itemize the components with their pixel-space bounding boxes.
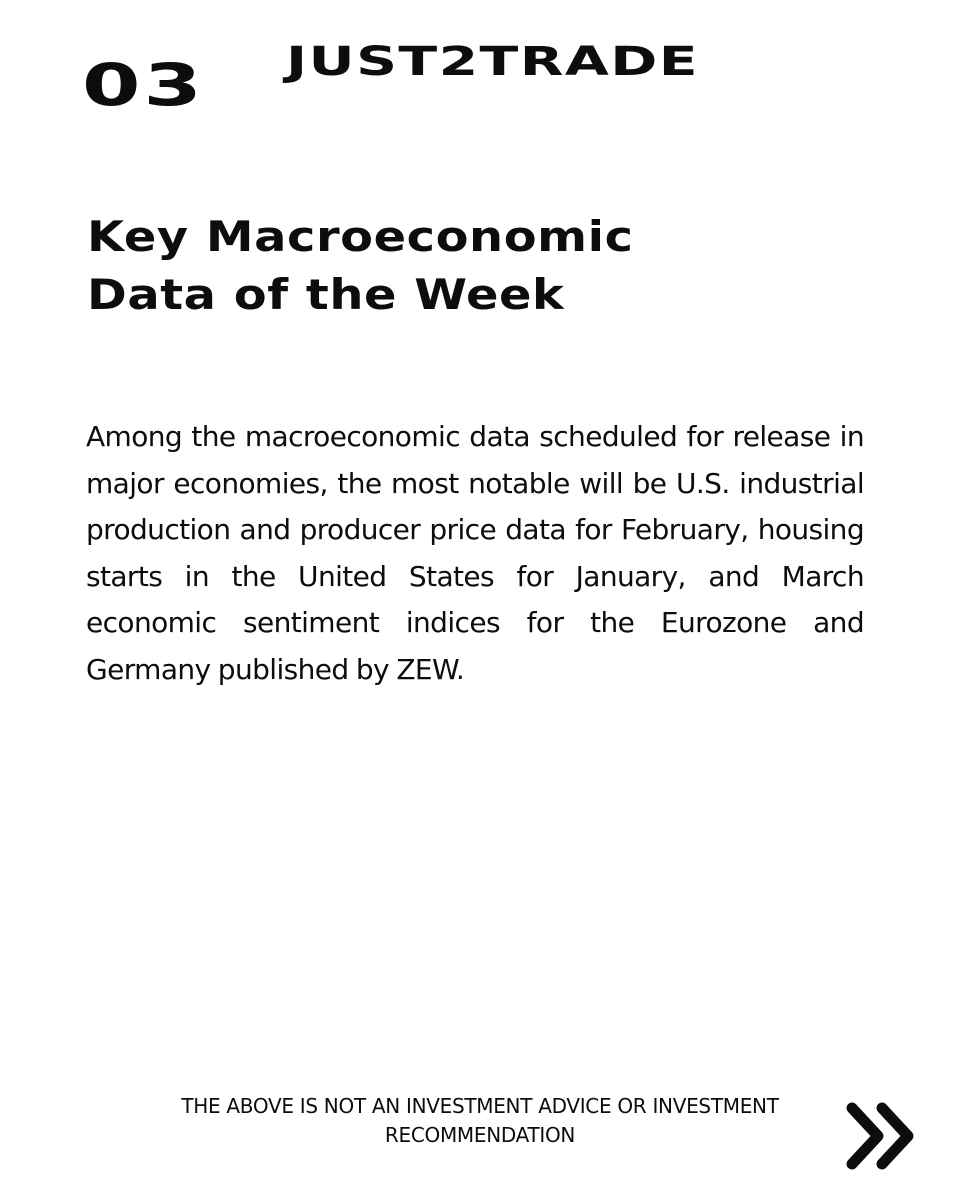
brand-logo: JUST2TRADE (286, 39, 700, 85)
body-paragraph: Among the macroeconomic data scheduled for release in major economies, the most notable will be U.S. industrial production and producer price data for February, housing starts in the United States for January, and March economic sentiment indices for the Eurozone and Germany published by ZEW. (86, 420, 864, 686)
next-slide-button[interactable] (840, 1094, 924, 1178)
disclaimer-line-2: RECOMMENDATION (384, 1123, 576, 1147)
title-line-2: Data of the Week (87, 270, 565, 319)
disclaimer (130, 1092, 830, 1150)
double-chevron-right-icon (840, 1094, 924, 1178)
disclaimer-line-1: THE ABOVE IS NOT AN INVESTMENT ADVICE OR INVESTMENT (181, 1094, 779, 1118)
slide-number: 03 (82, 51, 205, 119)
title-line-1: Key Macroeconomic (87, 212, 634, 261)
page-title (87, 208, 787, 324)
